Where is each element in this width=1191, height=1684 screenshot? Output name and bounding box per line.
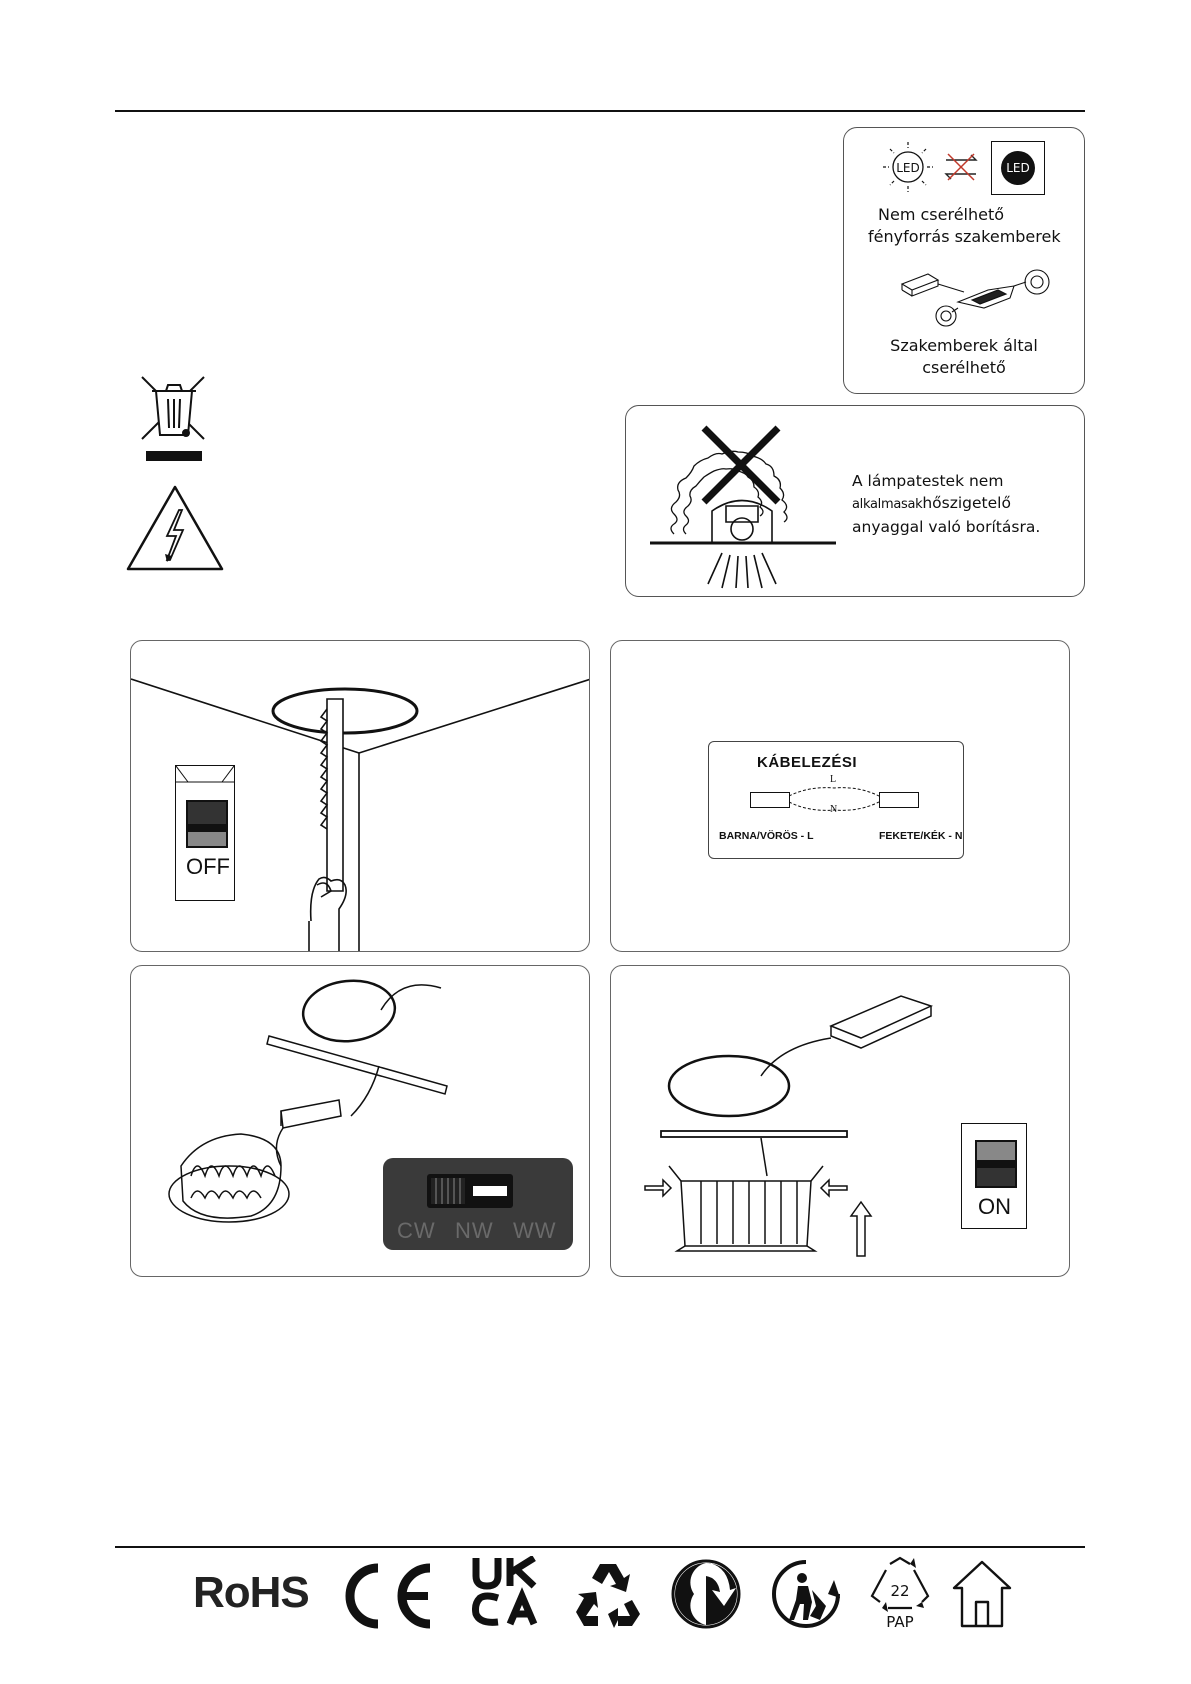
insulation-warning-text bbox=[852, 470, 1077, 538]
no-insulation-illustration bbox=[646, 416, 836, 591]
cct-switch-photo bbox=[383, 1158, 573, 1250]
pap-label: PAP bbox=[886, 1613, 914, 1631]
non-replaceable-text bbox=[864, 204, 1064, 248]
switch-rocker-on bbox=[975, 1140, 1017, 1188]
wall-switch-off bbox=[175, 765, 235, 901]
replaceable-line1: Szakemberek által bbox=[890, 336, 1038, 355]
indoor-use-icon bbox=[950, 1558, 1014, 1630]
ukca-mark-icon bbox=[472, 1556, 542, 1626]
cct-label-ww: WW bbox=[513, 1218, 557, 1243]
replaceable-text bbox=[854, 335, 1074, 379]
led-sealed-icon bbox=[991, 141, 1045, 195]
pap-number: 22 bbox=[890, 1582, 910, 1600]
replaceable-line2: cserélhető bbox=[922, 358, 1006, 377]
wiring-title: KÁBELEZÉSI bbox=[757, 754, 858, 771]
wiring-n-mark: N bbox=[830, 804, 838, 815]
recycle-icon bbox=[572, 1560, 642, 1628]
rohs-mark: RoHS bbox=[193, 1568, 309, 1617]
green-dot-icon bbox=[670, 1558, 742, 1630]
warning-line2 bbox=[852, 492, 1077, 516]
step-install-panel bbox=[610, 965, 1070, 1277]
led-icon-label: LED bbox=[1001, 151, 1035, 185]
wiring-left-label: BARNA/VÖRÖS - L bbox=[719, 830, 814, 842]
led-info-box bbox=[843, 127, 1085, 394]
cct-slider bbox=[427, 1174, 513, 1208]
warning-line1: A lámpatestek nem bbox=[852, 472, 1004, 490]
wall-switch-on bbox=[961, 1123, 1027, 1229]
step-cut-hole-panel bbox=[130, 640, 590, 952]
footer-rule bbox=[115, 1546, 1085, 1548]
wiring-right-label: FEKETE/KÉK - N bbox=[879, 830, 963, 842]
wiring-l-mark: L bbox=[830, 774, 837, 785]
insulation-warning-box bbox=[625, 405, 1085, 597]
warning-line3: anyaggal való borításra. bbox=[852, 518, 1041, 536]
pap-recycling-icon bbox=[866, 1556, 934, 1632]
warning-line2b: hőszigetelő bbox=[922, 494, 1011, 512]
wiring-card bbox=[708, 741, 964, 859]
tidyman-icon bbox=[770, 1558, 842, 1630]
wiring-lines bbox=[789, 782, 879, 816]
non-replaceable-line1: Nem cserélhető bbox=[878, 205, 1005, 224]
header-rule bbox=[115, 110, 1085, 112]
driver-replace-illustration bbox=[898, 262, 1058, 332]
step-cct-panel bbox=[130, 965, 590, 1277]
step-wiring-panel bbox=[610, 640, 1070, 952]
switch-on-label: ON bbox=[978, 1194, 1011, 1219]
svg-text:LED: LED bbox=[896, 161, 920, 175]
switch-off-label: OFF bbox=[186, 854, 230, 879]
cct-label-cw: CW bbox=[397, 1218, 436, 1243]
warning-line2a: alkalmasak bbox=[852, 497, 923, 512]
electric-hazard-icon bbox=[123, 482, 227, 576]
ce-mark-icon bbox=[340, 1562, 440, 1630]
wiring-terminal-right bbox=[879, 792, 919, 808]
switch-rocker-off bbox=[186, 800, 228, 848]
weee-bin-icon bbox=[138, 373, 210, 465]
led-replaceable-icon bbox=[880, 138, 1000, 198]
install-illustration bbox=[611, 966, 1070, 1277]
cct-label-nw: NW bbox=[455, 1218, 494, 1243]
non-replaceable-line2: fényforrás szakemberek bbox=[868, 227, 1061, 246]
wiring-terminal-left bbox=[750, 792, 790, 808]
